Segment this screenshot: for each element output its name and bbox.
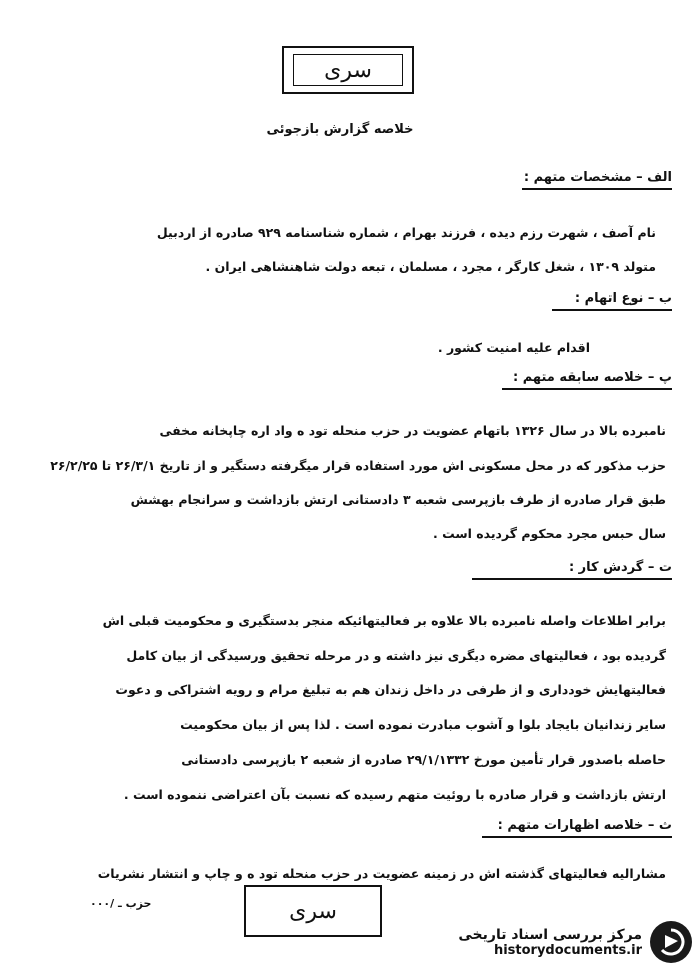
section-heading-s-text: ث – خلاصه اظهارات متهم : — [497, 818, 672, 833]
heading-underline — [552, 309, 672, 311]
text-line: حزب مذکور که در محل مسکونی اش مورد استفاده قرار میگرفته دستگیر و از تاریخ ۲۶/۳/۱ تا ۲۶/۲/۲۵ — [50, 458, 666, 473]
watermark-site: historydocuments.ir — [493, 942, 642, 958]
text-line: گردیده بود ، فعالیتهای مضره دیگری نیز داشته و در مرحله تحقیق ورسیدگی از بیان کامل — [126, 648, 666, 663]
text-line: اقدام علیه امنیت کشور . — [437, 340, 590, 355]
heading-underline — [522, 188, 672, 190]
footer-note: حزب ـ /۰۰۰ — [90, 897, 152, 910]
stamp-top-text: سری — [324, 57, 372, 83]
heading-underline — [502, 388, 672, 390]
watermark — [458, 921, 692, 963]
classification-stamp-bottom — [244, 885, 382, 937]
watermark-name: مرکز بررسی اسناد تاریخی — [458, 926, 642, 943]
classification-stamp-top — [282, 46, 414, 94]
text-line: طبق قرار صادره از طرف بازپرسی شعبه ۳ دادستانی ارتش بازداشت و سرانجام بهشش — [130, 492, 666, 507]
stamp-inner-frame — [293, 54, 403, 86]
document-title: خلاصه گزارش بازجوئی — [266, 122, 414, 137]
section-heading-p — [502, 370, 672, 390]
text-line: نام آصف ، شهرت رزم دیده ، فرزند بهرام ، شماره شناسنامه ۹۲۹ صادره از اردبیل — [156, 225, 656, 240]
text-line: سال حبس مجرد محکوم گردیده است . — [433, 526, 666, 541]
text-line: برابر اطلاعات واصله نامبرده بالا علاوه بر فعالیتهائیکه منجر بدستگیری و محکومیت قبلی اش — [102, 613, 666, 628]
text-line: ارتش بازداشت و قرار صادره با روئیت متهم رسیده که نسبت بآن اعتراضی ننموده است . — [123, 787, 666, 802]
section-heading-b-text: ب – نوع اتهام : — [574, 291, 672, 306]
section-heading-b — [552, 291, 672, 311]
stamp-bottom-text: سری — [289, 898, 337, 924]
section-heading-t — [472, 560, 672, 580]
text-line: سایر زندانیان بایجاد بلوا و آشوب مبادرت نموده است . لذا پس از بیان محکومیت — [180, 717, 666, 732]
section-heading-t-text: ت – گردش کار : — [568, 560, 672, 575]
text-line: مشارالیه فعالیتهای گذشته اش در زمینه عضویت در حزب منحله تود ه و چاپ و انتشار نشریات — [97, 866, 666, 881]
section-heading-p-text: پ – خلاصه سابقه متهم : — [513, 370, 672, 385]
heading-underline — [472, 578, 672, 580]
heading-underline — [482, 836, 672, 838]
text-line: حاصله باصدور قرار تأمین مورخ ۲۹/۱/۱۳۳۲ صادره از شعبه ۲ بازپرسی دادستانی — [181, 752, 666, 767]
archive-logo-icon — [650, 921, 692, 963]
text-line: متولد ۱۳۰۹ ، شغل کارگر ، مجرد ، مسلمان ، تبعه دولت شاهنشاهی ایران . — [205, 259, 656, 274]
text-line: نامبرده بالا در سال ۱۳۲۶ باتهام عضویت در حزب منحله تود ه واد اره چاپخانه مخفی — [159, 423, 666, 438]
section-heading-a-text: الف – مشخصات متهم : — [523, 170, 672, 185]
section-heading-a — [522, 170, 672, 190]
text-line: فعالیتهایش خودداری و از طرفی در داخل زندان هم به تبلیغ مرام و رویه اشتراکی و دعوت — [115, 682, 666, 697]
watermark-text — [458, 927, 642, 958]
section-heading-s — [482, 818, 672, 838]
